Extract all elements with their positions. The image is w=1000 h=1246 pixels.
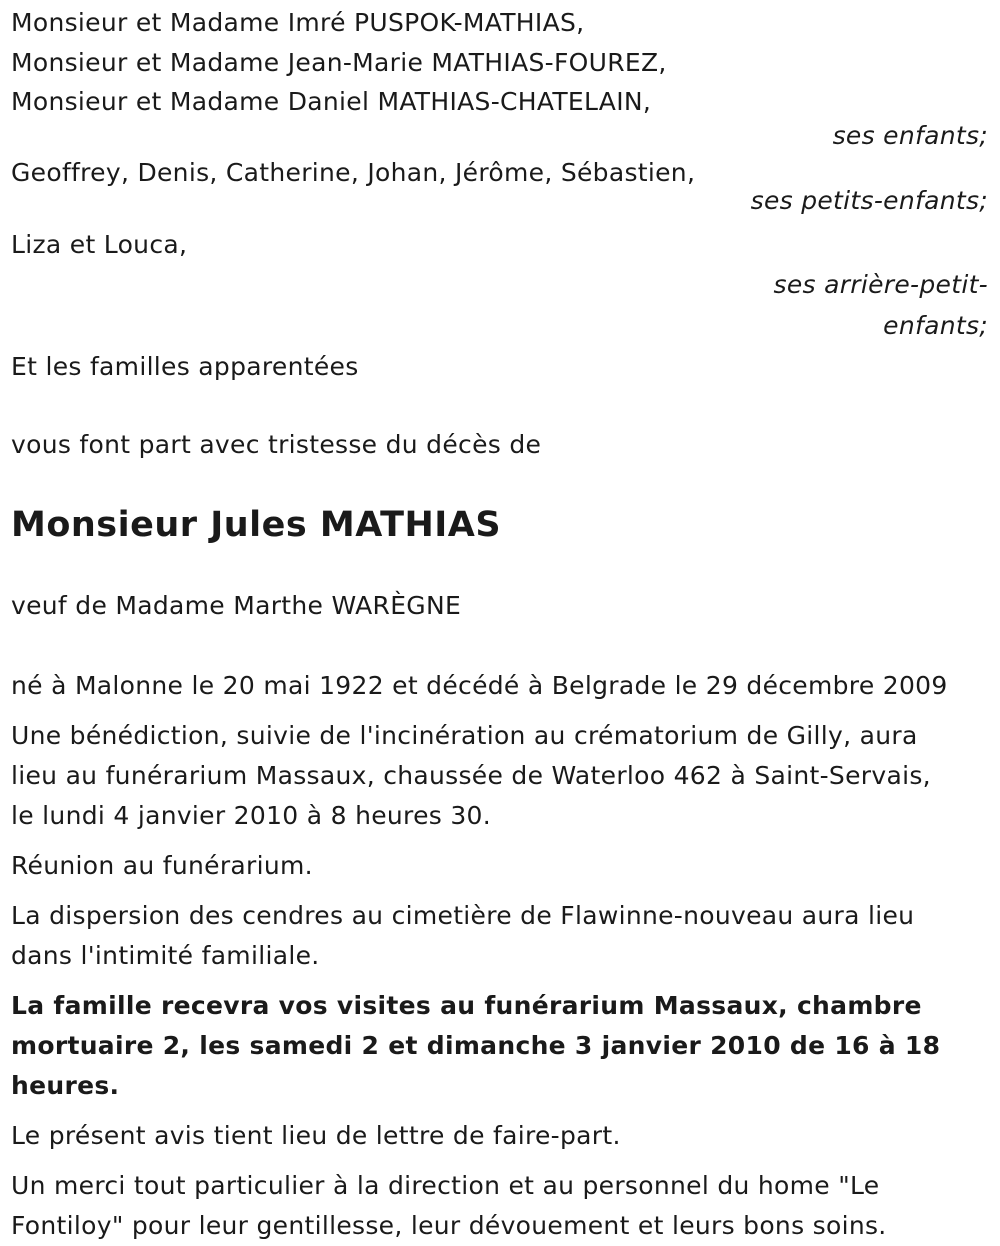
blessing-line-1: Une bénédiction, suivie de l'incinération au crématorium de Gilly, aura (11, 721, 918, 750)
announcement-text: vous font part avec tristesse du décès de (11, 430, 542, 459)
thanks-line-1: Un merci tout particulier à la direction et au personnel du home "Le (11, 1171, 880, 1200)
great-grandchildren-role-2: enfants; (883, 311, 988, 340)
dispersion-line-1: La dispersion des cendres au cimetière de Flawinne-nouveau aura lieu (11, 901, 915, 930)
thanks-line-2: Fontiloy" pour leur gentillesse, leur dévouement et leurs bons soins. (11, 1211, 887, 1240)
related-families: Et les familles apparentées (11, 352, 359, 381)
children-role: ses enfants; (832, 121, 988, 150)
child-couple-3: Monsieur et Madame Daniel MATHIAS-CHATELAIN, (11, 87, 652, 116)
widower-of: veuf de Madame Marthe WARÈGNE (11, 591, 462, 620)
notice-text: Le présent avis tient lieu de lettre de faire-part. (11, 1121, 621, 1150)
dispersion-paragraph (11, 896, 990, 976)
great-grandchildren-names: Liza et Louca, (11, 230, 188, 259)
child-couple-1: Monsieur et Madame Imré PUSPOK-MATHIAS, (11, 8, 585, 37)
grandchildren-role: ses petits-enfants; (750, 186, 988, 215)
birth-death-dates: né à Malonne le 20 mai 1922 et décédé à Belgrade le 29 décembre 2009 (11, 671, 948, 700)
visits-paragraph (11, 986, 990, 1106)
visits-line-1: La famille recevra vos visites au funérarium Massaux, chambre (11, 991, 922, 1020)
blessing-line-2: lieu au funérarium Massaux, chaussée de Waterloo 462 à Saint-Servais, (11, 761, 931, 790)
grandchildren-names: Geoffrey, Denis, Catherine, Johan, Jérôme, Sébastien, (11, 158, 696, 187)
child-couple-2: Monsieur et Madame Jean-Marie MATHIAS-FOUREZ, (11, 48, 667, 77)
visits-line-3: heures. (11, 1071, 120, 1100)
dispersion-line-2: dans l'intimité familiale. (11, 941, 320, 970)
great-grandchildren-role-1: ses arrière-petit- (773, 270, 988, 299)
blessing-paragraph (11, 716, 990, 836)
deceased-name: Monsieur Jules MATHIAS (11, 505, 502, 545)
visits-line-2: mortuaire 2, les samedi 2 et dimanche 3 janvier 2010 de 16 à 18 (11, 1031, 941, 1060)
grandchildren-block (11, 155, 990, 215)
children-block (11, 0, 990, 151)
meeting-text: Réunion au funérarium. (11, 851, 313, 880)
thanks-paragraph (11, 1166, 990, 1246)
blessing-line-3: le lundi 4 janvier 2010 à 8 heures 30. (11, 801, 491, 830)
great-grandchildren-block (11, 227, 990, 345)
